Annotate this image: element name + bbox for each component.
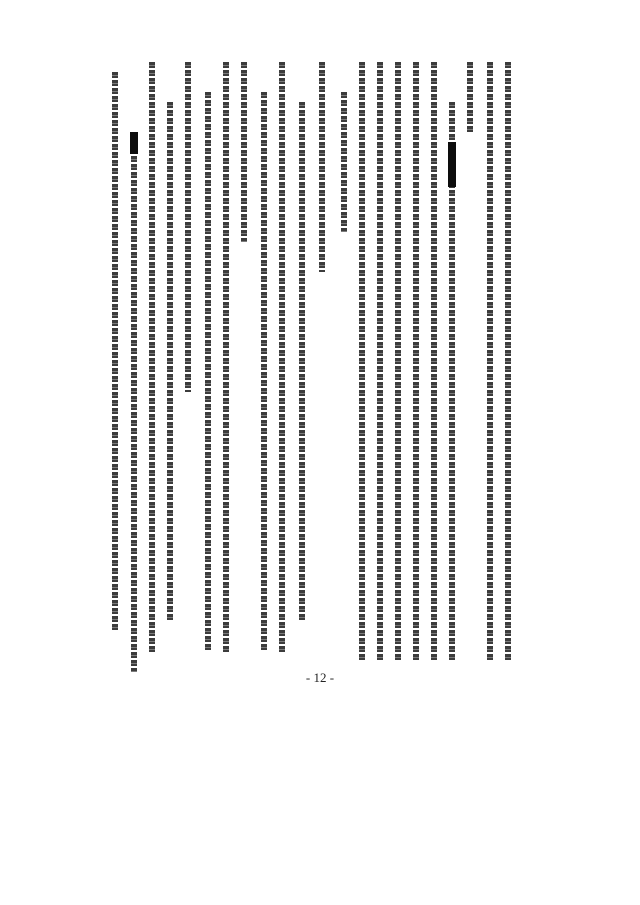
text-line-glyphs [223,62,229,652]
text-line-glyphs [131,132,137,672]
text-line-glyphs [341,92,347,232]
text-line-glyphs [185,62,191,392]
text-line-glyphs [205,92,211,652]
text-line-glyphs [359,62,365,662]
text-line-glyphs [279,62,285,652]
page-number: - 12 - [305,670,335,685]
text-line-glyphs [261,92,267,652]
text-line-glyphs [467,62,473,132]
text-line-bold-glyphs [448,142,456,187]
text-line-glyphs [505,62,511,662]
text-line-glyphs [413,62,419,662]
text-line-glyphs [149,62,155,652]
mongolian-text-block [112,62,522,662]
text-line-bold-glyphs [130,132,138,154]
text-line-glyphs [112,72,118,632]
text-line-glyphs [377,62,383,662]
text-line-glyphs [299,102,305,622]
text-line-glyphs [319,62,325,272]
text-line-glyphs [431,62,437,662]
text-line-glyphs [395,62,401,662]
text-line-glyphs [241,62,247,242]
text-line-glyphs [487,62,493,662]
text-line-glyphs [167,102,173,622]
